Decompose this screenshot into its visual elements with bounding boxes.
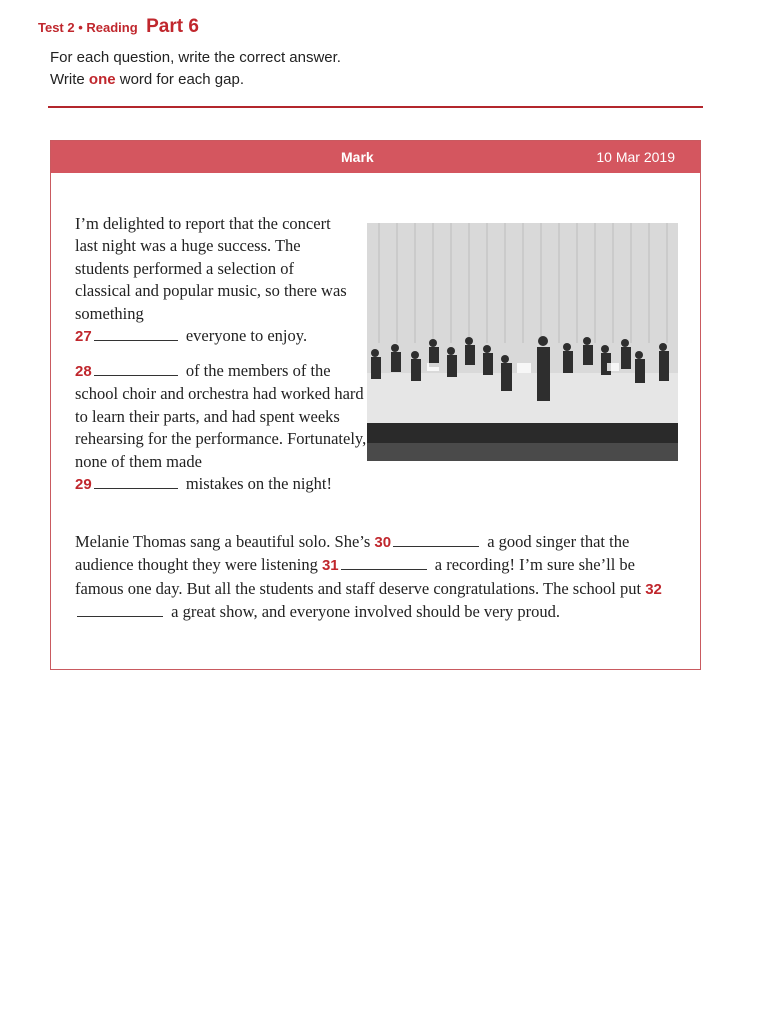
paragraph-text: everyone to enjoy. <box>185 326 308 346</box>
paragraph-text: of the members of the school choir and orchestra had worked hard to learn their parts, and had spent weeks rehearsing for the performance. Fortunately, none of them made <box>75 361 367 471</box>
question-number-31: 31 <box>321 557 339 575</box>
page-header <box>38 16 199 38</box>
email-sender: Mark <box>341 149 374 165</box>
answer-gap-28[interactable] <box>94 374 178 376</box>
paragraph-3 <box>75 531 665 624</box>
test-label: Test 2 • Reading <box>38 20 138 35</box>
email-header-bar <box>51 141 700 173</box>
paragraph-text: I’m delighted to report that the concert last night was a huge success. The students performed a selection of classical and popular music, so there was something <box>75 214 347 323</box>
instruction-text: Write <box>50 71 89 88</box>
paragraph-text: mistakes on the night! <box>185 474 333 494</box>
instruction-line-1: For each question, write the correct answer. <box>50 49 341 66</box>
orchestra-photo <box>367 223 678 461</box>
email-date: 10 Mar 2019 <box>596 149 675 165</box>
question-number-28: 28 <box>75 363 92 380</box>
instruction-highlight: one <box>88 71 116 88</box>
question-number-30: 30 <box>374 534 392 551</box>
answer-gap-31[interactable] <box>341 568 427 570</box>
answer-gap-27[interactable] <box>94 339 178 341</box>
question-number-27: 27 <box>75 328 92 346</box>
paragraph-text: a good singer that the audience thought they were listening <box>75 532 630 575</box>
instructions <box>50 47 341 91</box>
instruction-text: word for each gap. <box>115 71 244 88</box>
question-number-32: 32 <box>645 580 662 598</box>
answer-gap-29[interactable] <box>94 487 178 489</box>
question-number-29: 29 <box>75 476 92 494</box>
paragraph-text: Melanie Thomas sang a beautiful solo. She’s <box>75 532 371 551</box>
answer-gap-32[interactable] <box>77 615 163 617</box>
paragraph-1 <box>75 213 350 348</box>
email-card <box>50 140 701 670</box>
part-title: Part 6 <box>146 16 199 37</box>
answer-gap-30[interactable] <box>393 545 479 547</box>
paragraph-text: a recording! I’m sure she’ll be famous one day. But all the students and staff deserve congratulations. The school put <box>75 555 642 598</box>
paragraph-text: a great show, and everyone involved should be very proud. <box>171 602 560 622</box>
divider <box>48 106 703 108</box>
instruction-line-2 <box>50 69 341 91</box>
paragraph-2 <box>75 360 375 496</box>
